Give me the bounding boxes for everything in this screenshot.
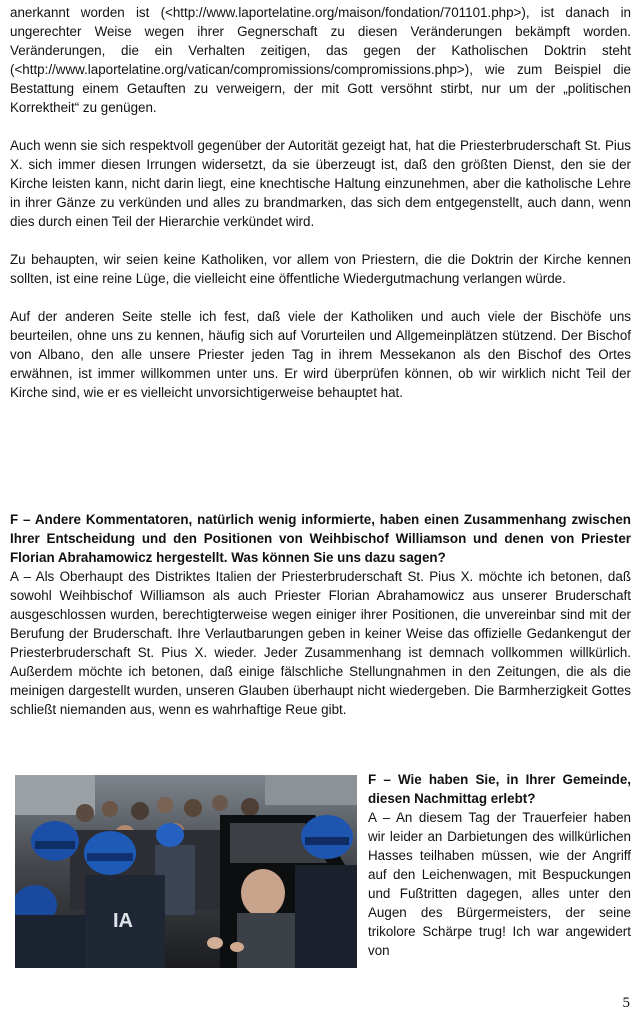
crowd-photo: [15, 775, 357, 968]
page-number: 5: [622, 995, 630, 1011]
paragraph-2: Auch wenn sie sich respektvoll gegenüber der Autorität gezeigt hat, hat die Priesterbruderschaft St. Pius X. sich immer diesen Irrungen widersetzt, da sie überzeugt ist, daß den größten Dienst, den sie der Kirche leisten kann, nicht darin liegt, eine knechtische Haltung einzunehmen, aber die katholische Lehre in ihrer Gänze zu verkünden und alles zu brandmarken, das sich dem entgegenstellt, auch dann, wenn dies durch einen Teil der Hierarchie verkündet wird.: [10, 138, 631, 229]
answer-2: A – An diesem Tag der Trauerfeier haben wir leider an Darbietungen des willkürlichen Hasses teilhaben müssen, wie der Angriff auf den Leichenwagen, mit Bespuckungen und Fußtritten dagegen, alles unter den Augen des Bürgermeisters, der seine trikolore Schärpe trug! Ich war angewidert von: [368, 810, 631, 958]
question-1: F – Andere Kommentatoren, natürlich wenig informierte, haben einen Zusammenhang zwischen Ihrer Entscheidung und den Positionen von Weihbischof Williamson und denen von Priester Florian Abrahamowicz hergestellt. Was können Sie uns dazu sagen?: [10, 512, 631, 565]
paragraph-3: Zu behaupten, wir seien keine Katholiken, vor allem von Priestern, die die Doktrin der Kirche kennen sollten, ist eine reine Lüge, die vielleicht eine öffentliche Wiedergutmachung verlangen würde.: [10, 252, 631, 286]
answer-1: A – Als Oberhaupt des Distriktes Italien der Priesterbruderschaft St. Pius X. möchte ich betonen, daß sowohl Weihbischof Williamson als auch Priester Florian Abrahamowicz aus unserer Bruderschaft ausgeschlossen wurden, berechtigterweise wegen einiger ihrer Positionen, die unvereinbar sind mit der Berufung der Bruderschaft. Ihre Verlautbarungen geben in keiner Weise das offizielle Gedankengut der Priesterbruderschaft St. Pius X. wieder. Jeder Zusammenhang ist demnach vollkommen willkürlich. Außerdem möchte ich betonen, daß einige fälschliche Stellungnahmen in den Zeitungen, die als die meinigen dargestellt wurden, unseren Glauben überhaupt nicht wiedergeben. Die Barmherzigkeit Gottes schließt niemanden aus, wenn es wahrhaftige Reue gibt.: [10, 569, 631, 717]
question-2: F – Wie haben Sie, in Ihrer Gemeinde, diesen Nachmittag erlebt?: [368, 772, 631, 806]
paragraph-4: Auf der anderen Seite stelle ich fest, daß viele der Katholiken und auch viele der Bischöfe uns beurteilen, ohne uns zu kennen, häufig sich auf Vorurteilen und Allgemeinplätzen stützend. Der Bischof von Albano, den alle unsere Priester jeden Tag in ihrem Messekanon als den Bischof des Ortes erwähnen, ist immer willkommen unter uns. Er wird überprüfen können, ob wir wirklich nicht Teil der Kirche sind, wie er es vielleicht unvorsichtigerweise behauptet hat.: [10, 309, 631, 400]
paragraph-1: anerkannt worden ist (<http://www.laportelatine.org/maison/fondation/701101.php>), ist danach in ungerechter Weise wegen ihrer Gegnerschaft zu diesen Veränderungen bekämpft worden. Veränderungen, die ein Verhalten zeitigen, das gegen der Katholischen Doktrin steht (<http://www.laportelatine.org/vatican/compromissions/compromissions.php>), wie zum Beispiel die Bestattung einem Getauften zu verweigern, der mit Gott versöhnt stirbt, nur um der „politischen Korrektheit“ zu genügen.: [10, 5, 631, 115]
body-text: [10, 3, 631, 421]
qa-section-1: [10, 510, 631, 719]
helmet-text: IA: [113, 910, 133, 932]
qa-section-2: [368, 770, 631, 960]
